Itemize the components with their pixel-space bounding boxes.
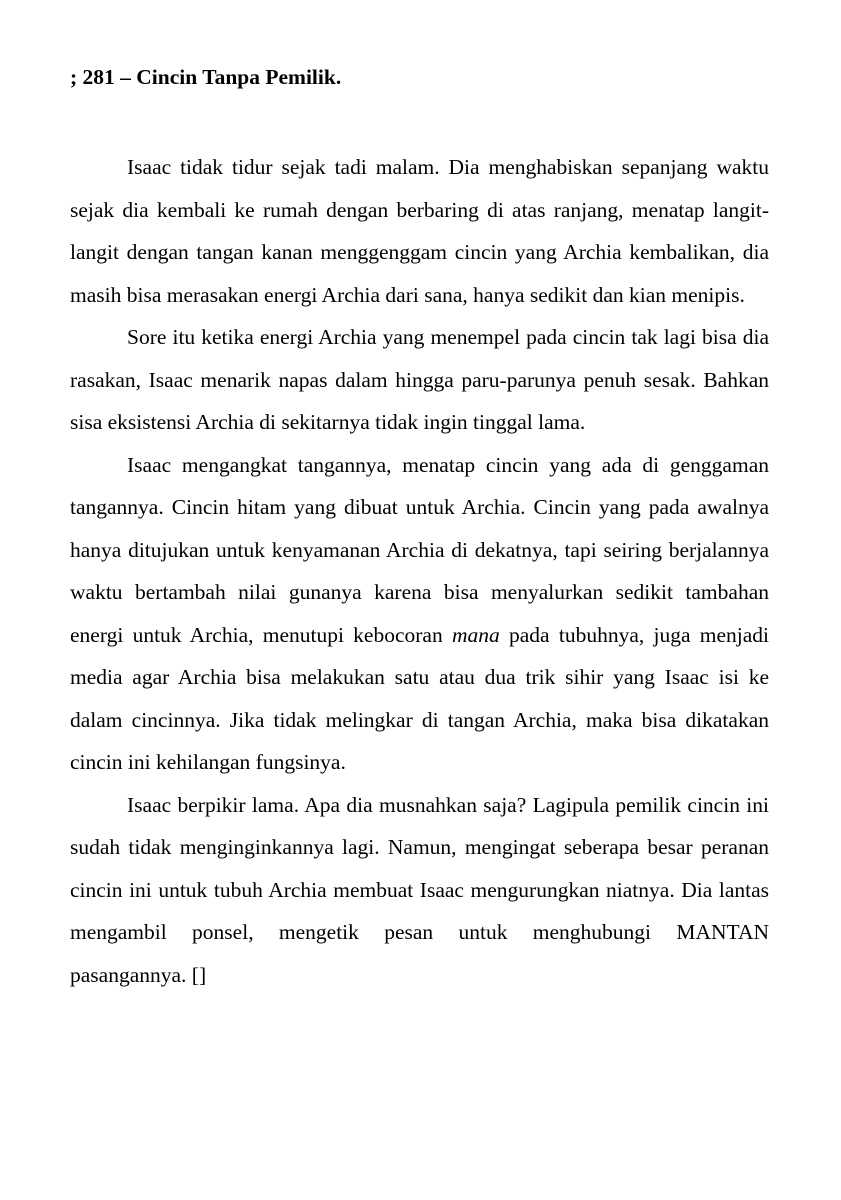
document-page xyxy=(70,62,769,996)
italic-term-mana: mana xyxy=(451,622,500,647)
paragraph-3-text-after: pada tubuhnya, juga menjadi media agar Archia bisa melakukan satu atau dua trik sihir yang Isaac isi ke dalam cincinnya. Jika tidak melingkar di tangan Archia, maka bisa dikatakan cincin ini kehilangan fungsinya. xyxy=(70,622,770,774)
paragraph-1: Isaac tidak tidur sejak tadi malam. Dia menghabiskan sepanjang waktu sejak dia kembali ke rumah dengan berbaring di atas ranjang, menatap langit-langit dengan tangan kanan menggenggam cincin yang Archia kembalikan, dia masih bisa merasakan energi Archia dari sana, hanya sedikit dan kian menipis. xyxy=(70,155,769,307)
paragraph-3-text-before: Isaac mengangkat tangannya, menatap cincin yang ada di genggaman tangannya. Cincin hitam yang dibuat untuk Archia. Cincin yang pada awalnya hanya ditujukan untuk kenyamanan Archia di dekatnya, tapi seiring berjalannya waktu bertambah nilai gunanya karena bisa menyalurkan sedikit tambahan energi untuk Archia, menutupi kebocoran xyxy=(70,452,769,647)
paragraph-2: Sore itu ketika energi Archia yang menempel pada cincin tak lagi bisa dia rasakan, Isaac menarik napas dalam hingga paru-parunya penuh sesak. Bahkan sisa eksistensi Archia di sekitarnya tidak ingin tinggal lama. xyxy=(70,325,769,434)
chapter-title: ; 281 – Cincin Tanpa Pemilik. xyxy=(70,65,342,89)
paragraph-3 xyxy=(70,444,769,784)
paragraph-4: Isaac berpikir lama. Apa dia musnahkan saja? Lagipula pemilik cincin ini sudah tidak menginginkannya lagi. Namun, mengingat seberapa besar peranan cincin ini untuk tubuh Archia membuat Isaac mengurungkan niatnya. Dia lantas mengambil ponsel, mengetik pesan untuk menghubungi MANTAN pasangannya. [] xyxy=(70,792,769,987)
